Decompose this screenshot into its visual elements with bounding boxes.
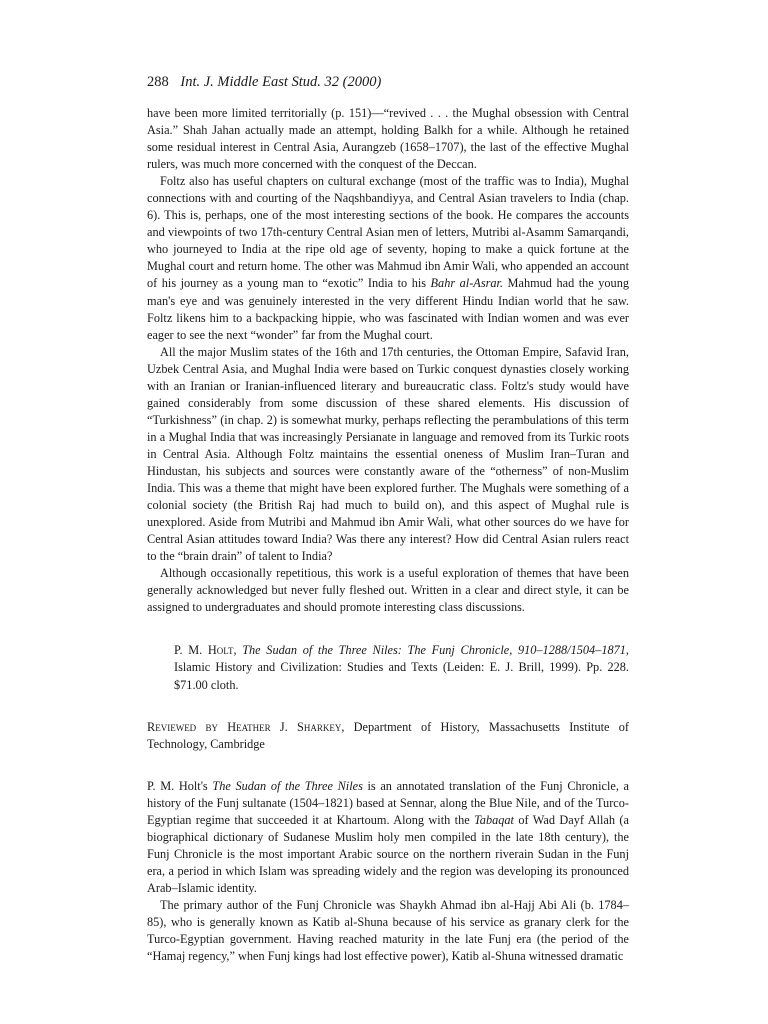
review-book-title: The Sudan of the Three Niles: [212, 778, 363, 793]
author-surname: Holt: [207, 643, 234, 658]
review-paragraph-author: The primary author of the Funj Chronicle was Shaykh Ahmad ibn al-Hajj Abi Ali (b. 1784–85), who is generally known as Katib al-Shuna because of his service as granary clerk for the Turco-Egyptian government. Having reached maturity in the late Funj era (the period of the “Hamaj regency,” when Funj kings had lost effective power), Katib al-Shuna witnessed dramatic: [147, 897, 629, 964]
review-paragraph-intro: P. M. Holt's The Sudan of the Three Niles is an annotated translation of the Funj Chronicle, a history of the Funj sultanate (1504–1821) based at Sennar, along the Blue Nile, and of the Turco-Egyptian regime that succeeded it at Khartoum. Along with the Tabaqat of Wad Dayf Allah (a biographical dictionary of Sudanese Muslim holy men compiled in the late 18th century), the Funj Chronicle is the most important Arabic source on the northern riverain Sudan in the Funj era, a period in which Islam was spreading widely and the region was developing its pronounced Arab–Islamic identity.: [147, 778, 629, 895]
paragraph-muslim-states: All the major Muslim states of the 16th and 17th centuries, the Ottoman Empire, Safavid Iran, Uzbek Central Asia, and Mughal India were based on Turkic conquest dynasties closely working with an Iranian or Iranian-influenced literary and bureaucratic class. Foltz's study would have gained considerably from some discussion of these shared elements. His discussion of “Turkishness” (in chap. 2) is somewhat murky, perhaps reflecting the perambulations of this term in a Mughal India that was increasingly Persianate in language and removed from its Turkic roots in Central Asia. Although Foltz maintains the essential oneness of Muslim Iran–Turan and Hindustan, his subjects and sources were constantly aware of the “otherness” of non-Muslim India. This was a theme that might have been explored further. The Mughals were something of a colonial society (the British Raj had much to build on), and this aspect of Mughal rule is unexplored. Aside from Mutribi and Mahmud ibn Amir Wali, what other sources do we have for Central Asian attitudes toward India? Was there any interest? How did Central Asian rulers react to the “brain drain” of talent to India?: [147, 344, 629, 564]
running-header: [147, 74, 381, 91]
book-title: The Sudan of the Three Niles: The Funj Chronicle, 910–1288/1504–1871: [242, 643, 626, 658]
reviewer-line: Reviewed by Heather J. Sharkey, Department of History, Massachusetts Institute of Technology, Cambridge: [147, 719, 629, 751]
journal-citation: Int. J. Middle East Stud. 32 (2000): [180, 74, 382, 90]
tabaqat-title: Tabaqat: [474, 812, 514, 827]
paragraph-foltz-chapters: Foltz also has useful chapters on cultural exchange (most of the traffic was to India), Mughal connections with and courting of the Naqshbandiyya, and Central Asian travelers to India (chap. 6). This is, perhaps, one of the most interesting sections of the book. He compares the accounts and viewpoints of two 17th-century Central Asian men of letters, Mutribi al-Asamm Samarqandi, who journeyed to India at the ripe old age of seventy, hoping to make a quick fortune at the Mughal court and return home. The other was Mahmud ibn Amir Wali, who appended an account of his journey as a young man to “exotic” India to his Bahr al-Asrar. Mahmud had the young man's eye and was genuinely interested in the very different Hindu Indian world that he saw. Foltz likens him to a backpacking hippie, who was fascinated with Indian women and was ever eager to see the next “wonder” far from the Mughal court.: [147, 174, 629, 342]
paragraph-continued: have been more limited territorially (p. 151)—“revived . . . the Mughal obsession with Central Asia.” Shah Jahan actually made an attempt, holding Balkh for a while. Although he retained some residual interest in Central Asia, Aurangzeb (1658–1707), the last of the effective Mughal rulers, was much more concerned with the conquest of the Deccan.: [147, 106, 629, 172]
page-number: 288: [147, 74, 169, 90]
article-body: [147, 105, 629, 965]
paragraph-conclusion: Although occasionally repetitious, this work is a useful exploration of themes that have been generally acknowledged but never fully fleshed out. Written in a clear and direct style, it can be assigned to undergraduates and should promote interesting class discussions.: [147, 566, 629, 615]
book-title-italic: Bahr al-Asrar.: [430, 276, 504, 291]
book-citation: P. M. Holt, The Sudan of the Three Niles: The Funj Chronicle, 910–1288/1504–1871, Islamic History and Civilization: Studies and Texts (Leiden: E. J. Brill, 1999). Pp. 228. $71.00 cloth.: [174, 643, 629, 692]
reviewer-surname: Sharkey: [296, 719, 342, 734]
